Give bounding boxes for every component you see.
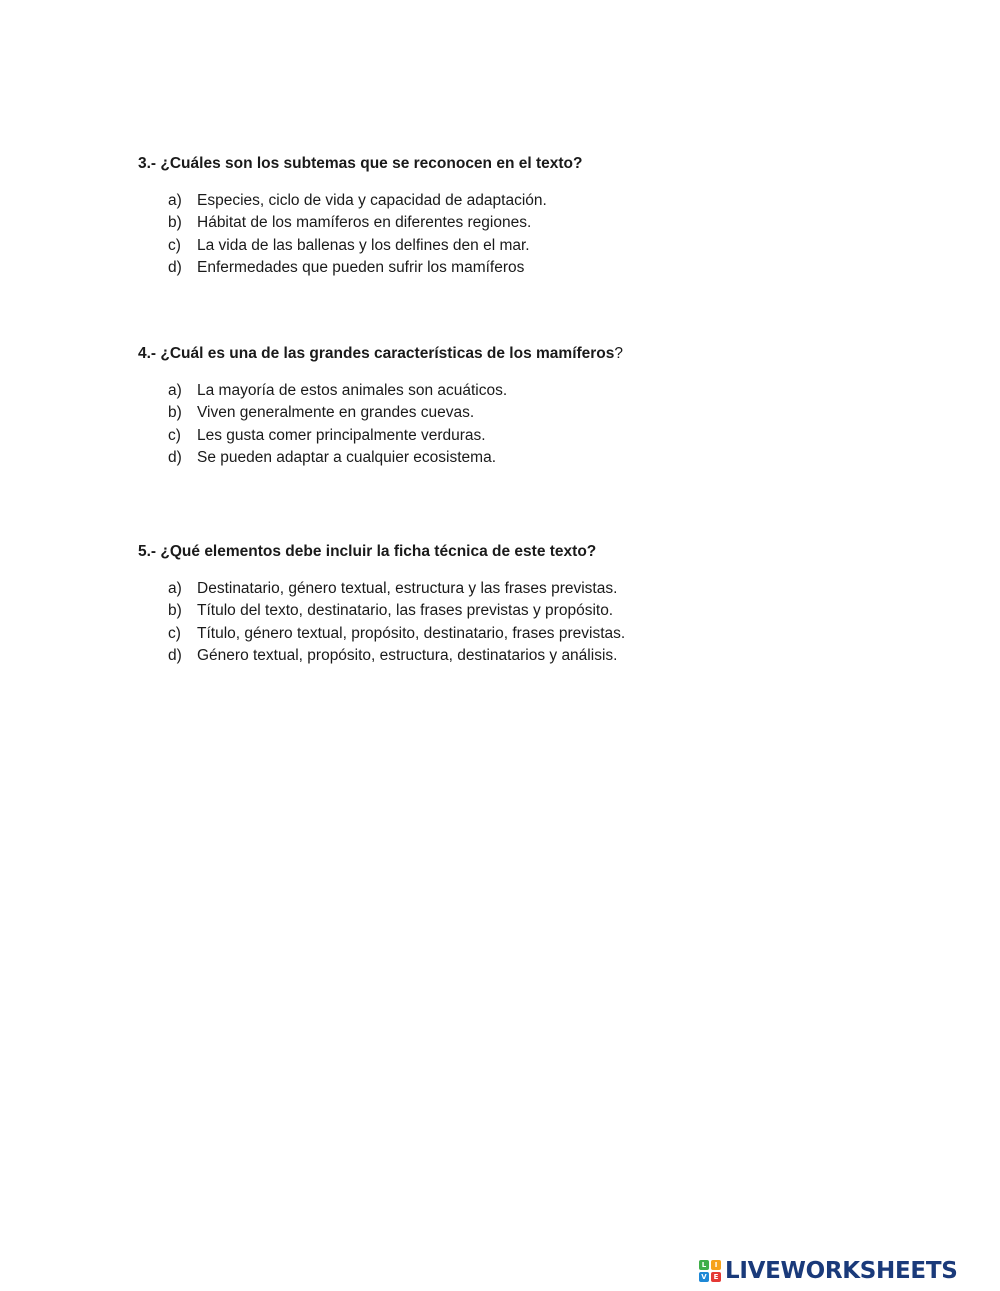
option-4a[interactable] (168, 380, 898, 402)
question-4-title: 4.- ¿Cuál es una de las grandes características de los mamíferos? (138, 345, 624, 362)
question-5 (138, 542, 898, 667)
option-letter: b) (168, 602, 182, 620)
option-letter: c) (168, 236, 181, 254)
option-4b[interactable] (168, 402, 898, 424)
option-letter: d) (168, 258, 182, 276)
logo-tile-l: L (699, 1260, 709, 1270)
question-3 (138, 154, 898, 279)
question-4 (138, 344, 898, 469)
logo-tile-v: V (699, 1272, 709, 1282)
question-3-title: 3.- ¿Cuáles son los subtemas que se reconocen en el texto? (138, 155, 583, 172)
option-letter: a) (168, 382, 182, 399)
option-text: Hábitat de los mamíferos en diferentes regiones. (197, 214, 532, 232)
option-3c[interactable] (168, 235, 898, 257)
option-letter: c) (168, 426, 181, 444)
option-4c[interactable] (168, 425, 898, 447)
option-letter: b) (168, 404, 182, 422)
option-text: Título, género textual, propósito, destinatario, frases previstas. (197, 624, 626, 642)
option-text: Destinatario, género textual, estructura y las frases previstas. (197, 580, 618, 597)
option-letter: a) (168, 580, 182, 597)
logo-tile-e: E (711, 1272, 721, 1282)
logo-tile-i: I (711, 1260, 721, 1270)
option-letter: d) (168, 646, 182, 664)
option-letter: a) (168, 192, 182, 209)
option-5d[interactable] (168, 645, 898, 667)
logo-text: LIVEWORKSHEETS (725, 1258, 958, 1284)
question-4-options (138, 380, 898, 469)
option-3d[interactable] (168, 257, 898, 279)
option-text: Género textual, propósito, estructura, destinatarios y análisis. (197, 646, 618, 664)
option-letter: d) (168, 448, 182, 466)
question-3-options (138, 190, 898, 279)
question-5-options (138, 578, 898, 667)
option-letter: b) (168, 214, 182, 232)
option-text: La mayoría de estos animales son acuáticos. (197, 382, 508, 399)
option-5c[interactable] (168, 623, 898, 645)
logo-tiles-icon (699, 1260, 721, 1282)
question-5-title: 5.- ¿Qué elementos debe incluir la ficha técnica de este texto? (138, 543, 597, 560)
option-text: Enfermedades que pueden sufrir los mamíferos (197, 258, 525, 276)
option-text: La vida de las ballenas y los delfines den el mar. (197, 236, 530, 254)
option-5a[interactable] (168, 578, 898, 600)
option-3b[interactable] (168, 212, 898, 234)
option-text: Viven generalmente en grandes cuevas. (197, 404, 475, 422)
liveworksheets-logo[interactable] (699, 1257, 957, 1285)
option-5b[interactable] (168, 600, 898, 622)
option-3a[interactable] (168, 190, 898, 212)
option-text: Título del texto, destinatario, las frases previstas y propósito. (197, 602, 614, 620)
option-text: Se pueden adaptar a cualquier ecosistema. (197, 448, 497, 466)
option-letter: c) (168, 624, 181, 642)
option-text: Les gusta comer principalmente verduras. (197, 426, 486, 444)
option-text: Especies, ciclo de vida y capacidad de adaptación. (197, 192, 547, 209)
option-4d[interactable] (168, 447, 898, 469)
